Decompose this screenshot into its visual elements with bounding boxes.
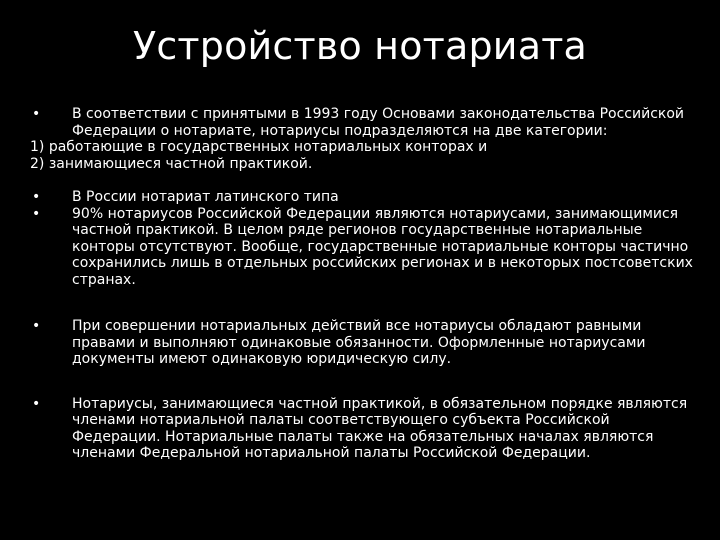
slide-title: Устройство нотариата (132, 24, 588, 68)
bullet-mark: • (32, 395, 41, 412)
list-item: 2) занимающиеся частной практикой. (30, 155, 313, 172)
bullet-text: В России нотариат латинского типа (72, 189, 339, 205)
bullet-text: В соответствии с принятыми в 1993 году Основами законодательства Российской Федерации о нотариате, нотариусы подразделяются на две категории: (72, 106, 685, 139)
bullet-mark: • (32, 106, 41, 122)
list-item: 1) работающие в государственных нотариальных конторах и (30, 139, 488, 155)
bullet-mark: • (32, 205, 41, 222)
slide-content (30, 106, 700, 462)
bullet-text: При совершении нотариальных действий все нотариусы обладают равными правами и выполняют одинаковые обязанности. Оформленные нотариусами документы имеют одинаковую юридическую силу. (72, 318, 646, 367)
bullet-item (30, 396, 700, 462)
bullet-item (30, 318, 700, 368)
bullet-mark: • (32, 318, 41, 334)
bullet-text: 90% нотариусов Российской Федерации являются нотариусами, занимающимися частной практикой. В целом ряде регионов государственные нотариальные конторы отсутствуют. Вообще, государственные нотариальные конторы частично сохранились лишь в отдельных российских регионах и в некоторых постсоветских странах. (72, 205, 693, 288)
bullet-item (30, 189, 700, 206)
bullet-item (30, 206, 700, 289)
bullet-text: Нотариусы, занимающиеся частной практикой, в обязательном порядке являются членами нотариальной палаты соответствующего субъекта Российской Федерации. Нотариальные палаты также на обязательных началах являются членами Федеральной нотариальной палаты Российской Федерации. (72, 395, 688, 461)
bullet-item (30, 106, 700, 139)
bullet-mark: • (32, 189, 41, 205)
